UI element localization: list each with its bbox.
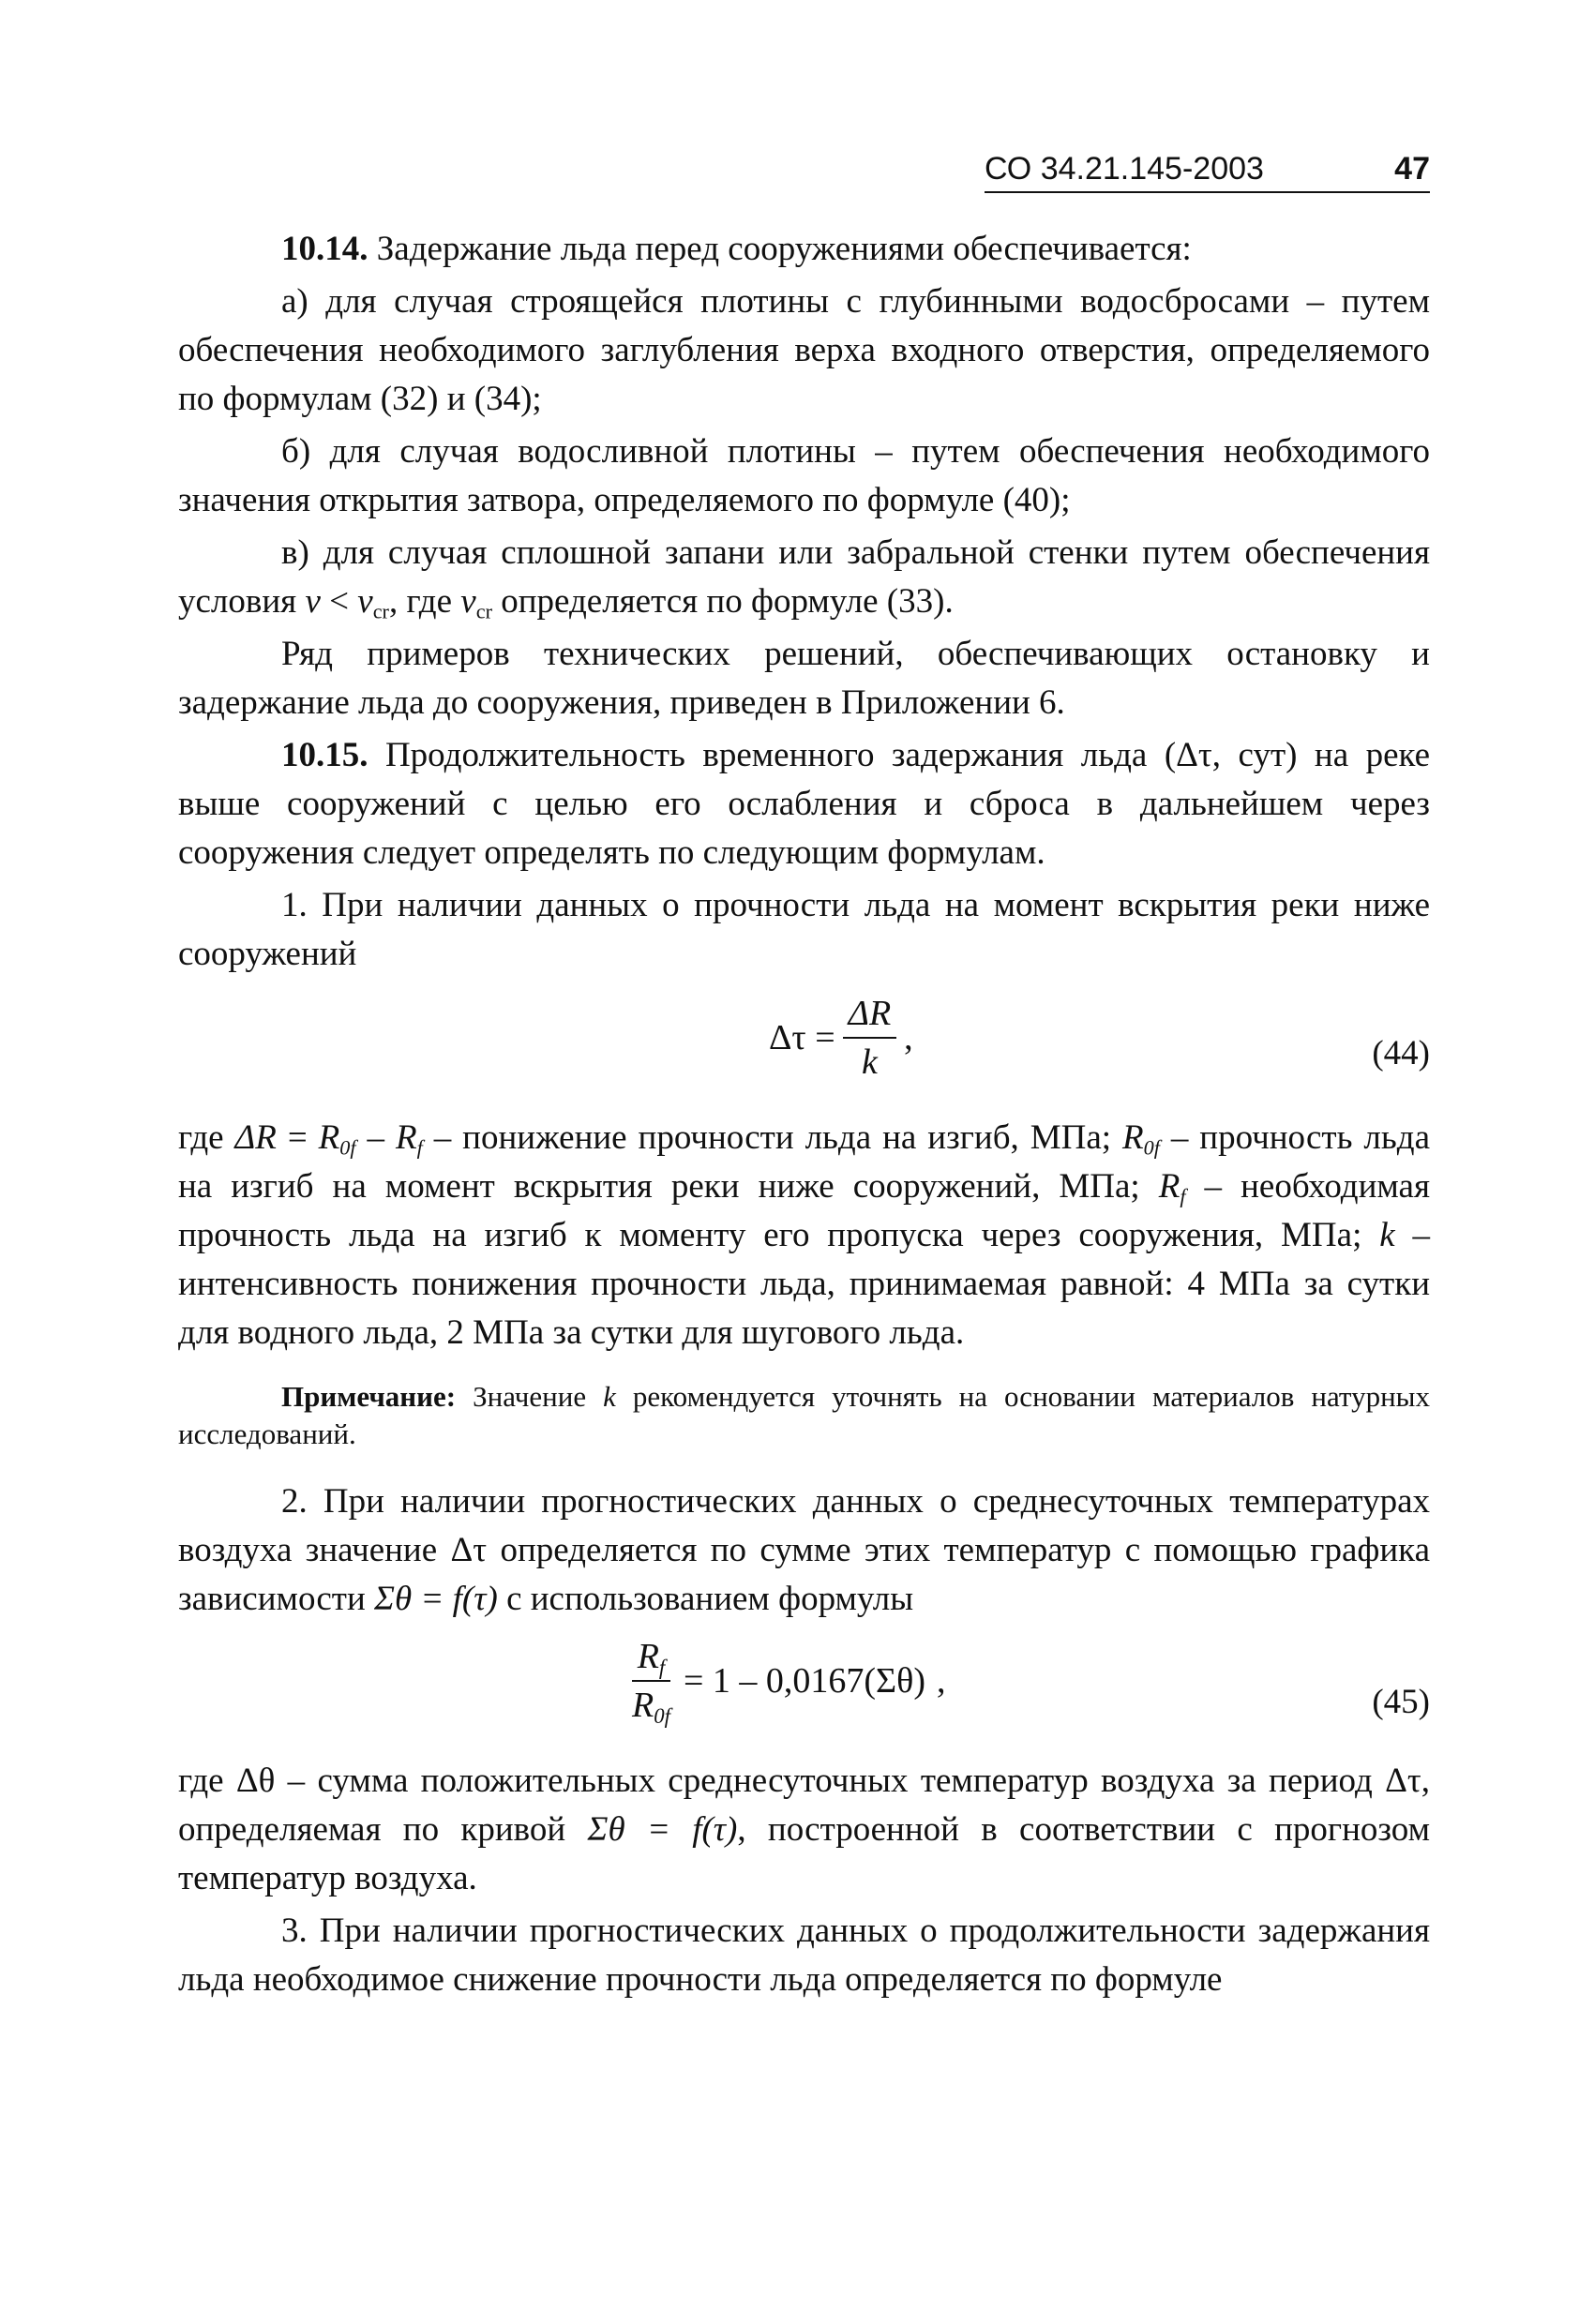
formula-45-num-sub: f [658,1655,666,1679]
where-45-text-1: где Δθ – сумма положительных среднесуточных температур воздуха за период Δτ, определяемая по кривой [178,1762,1430,1849]
formula-44 [769,996,913,1080]
formula-44-lhs: Δτ = [769,1018,835,1057]
equation-number-45: (45) [1372,1683,1430,1721]
formula-44-comma: , [904,1018,913,1057]
item-c-text-2: , где [388,582,461,621]
note-paragraph [178,1378,1430,1453]
symbol-Rf-2: R [1158,1167,1180,1206]
where-45 [178,1757,1430,1903]
note-label: Примечание: [281,1380,457,1413]
equation-number-44: (44) [1372,1034,1430,1072]
item-c [178,529,1430,626]
main-text [178,225,1430,2008]
symbol-dR: ΔR [234,1118,277,1157]
running-header [985,148,1430,193]
subscript-f: f [416,1135,423,1160]
where-44-text-4: – необходимая прочность льда на изгиб к моменту его пропуска через сооружения, МПа; [178,1167,1430,1254]
formula-45-comma: , [937,1661,946,1701]
item-b: б) для случая водосливной плотины – путем обеспечения необходимого значения открытия затвора, определяемого по формуле (40); [178,432,1430,519]
section-text-2: Продолжительность временного задержания льда (Δτ, сут) на реке выше сооружений с целью его ослабления и сброса в дальнейшем через сооружения следует определять по следующим формулам. [178,736,1430,872]
subscript-cr: cr [372,599,389,623]
case-2-function: Σθ = f(τ) [374,1580,498,1618]
item-c-text: в) для случая сплошной запани или забральной стенки путем обеспечения условия [178,533,1430,621]
examples-paragraph: Ряд примеров технических решений, обеспечивающих остановку и задержание льда до сооружения, приведен в Приложении 6. [178,635,1430,722]
formula-44-fraction [843,996,897,1080]
formula-45-rhs: = 1 – 0,0167(Σθ) [683,1661,926,1701]
case-2-text-2: с использованием формулы [497,1580,914,1618]
where-44-text-1: где [178,1118,235,1157]
formula-45-num-R: R [637,1637,659,1676]
subscript-f-2: f [1180,1184,1186,1208]
section-label: 10.14. [281,230,368,268]
where-44-text-5: – интенсивность понижения прочности льда, принимаемая равной: 4 МПа за сутки для водного льда, 2 МПа за сутки для шугового льда. [178,1216,1431,1352]
symbol-R0f: R [318,1118,340,1157]
note-symbol-k: k [603,1380,616,1413]
subscript-0f-2: 0f [1143,1135,1160,1160]
case-2-text-1: 2. При наличии прогностических данных о среднесуточных температурах воздуха значение Δτ определяется по сумме этих температур с помощью графика зависимости [178,1482,1430,1618]
section-10-15-heading [178,731,1430,877]
case-3: 3. При наличии прогностических данных о продолжительности задержания льда необходимое снижение прочности льда определяется по формуле [178,1912,1430,1999]
document-code: СО 34.21.145-2003 [985,151,1264,187]
formula-45 [619,1637,946,1728]
page-number: 47 [1394,151,1430,187]
equals-sign: = [276,1118,319,1157]
note-text-2: рекомендуется уточнять на основании материалов натурных исследований. [178,1380,1430,1450]
subscript-cr-2: cr [475,599,492,623]
case-2 [178,1477,1430,1624]
symbol-Rf: R [395,1118,417,1157]
where-44-text-2: – понижение прочности льда на изгиб, МПа; [422,1118,1123,1157]
where-44 [178,1114,1430,1357]
formula-44-row [178,992,1430,1104]
where-44-text-3: – прочность льда на изгиб на момент вскрытия реки ниже сооружений, МПа; [178,1118,1430,1206]
item-c-text-3: определяется по формуле (33). [491,582,954,621]
formula-45-den-R: R [632,1686,654,1725]
note-text-1: Значение [456,1380,604,1413]
symbol-v: v [305,582,321,621]
formula-44-numerator: ΔR [843,996,897,1039]
formula-44-denominator: k [861,1042,878,1082]
minus-sign: – [355,1118,396,1157]
formula-45-numerator [632,1639,671,1682]
subscript-0f: 0f [339,1135,356,1160]
where-45-function: Σθ = f(τ) [587,1810,738,1849]
formula-45-den-sub: 0f [654,1703,670,1728]
where-45-text-2: , построенной в соответствии с прогнозом температур воздуха. [178,1810,1430,1897]
symbol-vcr-2: v [460,582,476,621]
case-1: 1. При наличии данных о прочности льда на момент вскрытия реки ниже сооружений [178,886,1430,973]
less-than: < [320,582,358,621]
formula-45-fraction [626,1637,676,1728]
formula-45-denominator [626,1682,676,1728]
section-10-14-heading [178,225,1430,274]
item-a: а) для случая строящейся плотины с глубинными водосбросами – путем обеспечения необходимого заглубления верха входного отверстия, определяемого по формулам (32) и (34); [178,282,1430,418]
symbol-R0f-2: R [1122,1118,1144,1157]
formula-45-row [178,1637,1430,1747]
section-label-2: 10.15. [281,736,368,774]
symbol-vcr: v [357,582,373,621]
section-text: Задержание льда перед сооружениями обеспечивается: [368,230,1192,268]
symbol-k: k [1379,1216,1395,1254]
